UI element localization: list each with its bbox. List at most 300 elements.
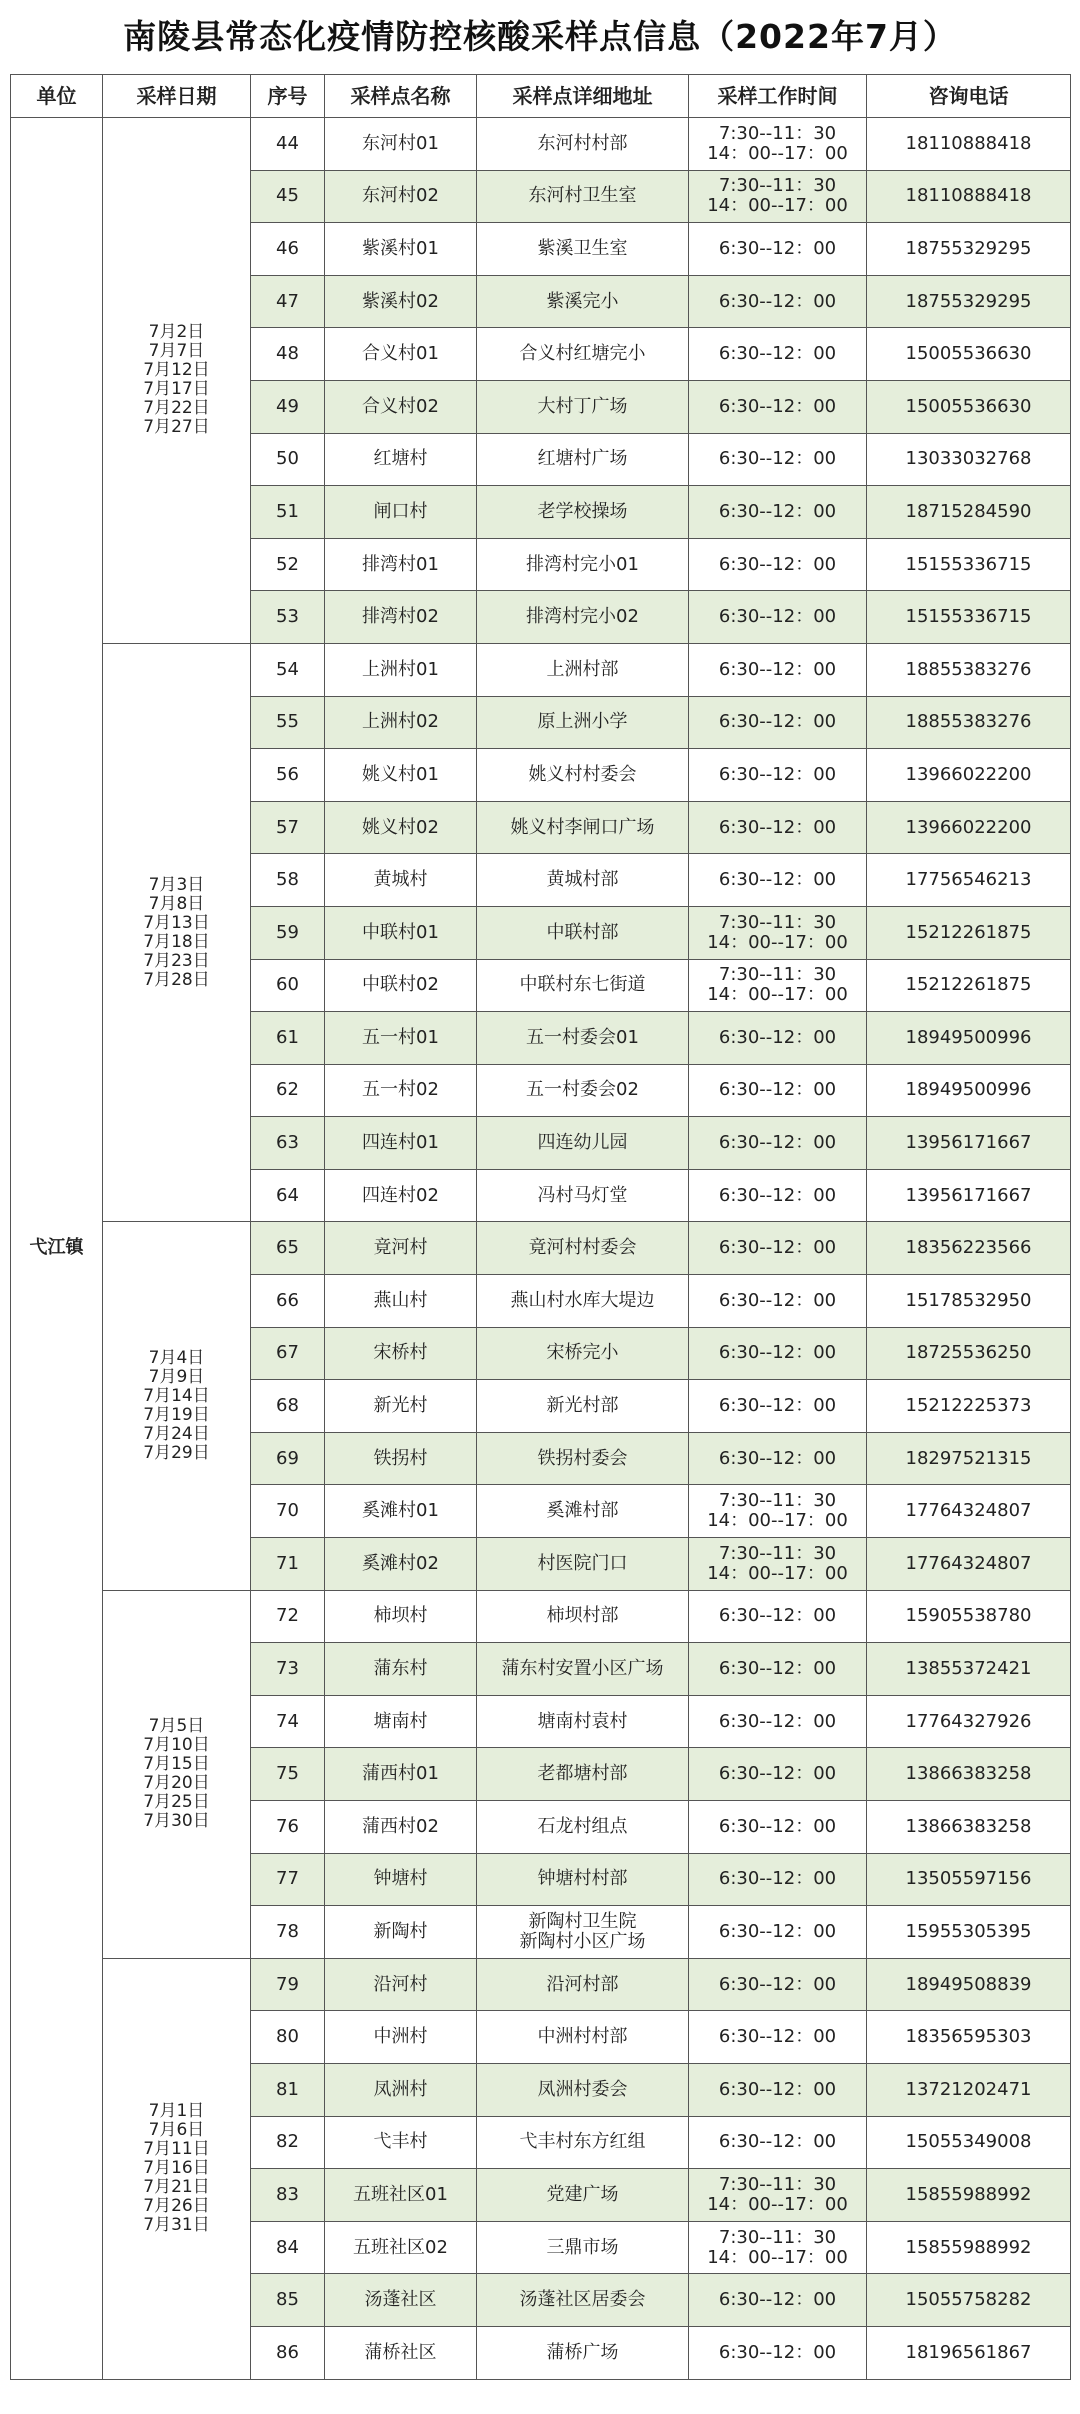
site-address-cell xyxy=(477,1801,689,1854)
working-hours-line: 6:30--12：00 xyxy=(718,1395,837,1417)
phone-cell: 17764324807 xyxy=(867,1538,1071,1591)
sampling-date: 7月12日 xyxy=(143,360,210,381)
site-name-cell: 蒲东村 xyxy=(325,1643,477,1696)
phone-cell: 18196561867 xyxy=(867,2326,1071,2379)
site-address-cell xyxy=(477,223,689,276)
site-name-cell: 奚滩村02 xyxy=(325,1538,477,1591)
site-name-cell: 新陶村 xyxy=(325,1906,477,1959)
working-hours-line: 6:30--12：00 xyxy=(718,237,837,259)
working-hours-cell xyxy=(689,1275,867,1328)
serial-number-cell: 68 xyxy=(251,1380,325,1433)
working-hours-cell xyxy=(689,643,867,696)
address-line: 钟塘村村部 xyxy=(537,1868,628,1890)
phone-cell: 15055349008 xyxy=(867,2116,1071,2169)
site-name-cell: 奚滩村01 xyxy=(325,1485,477,1538)
address-line: 冯村马灯堂 xyxy=(537,1184,628,1206)
working-hours-line: 6:30--12：00 xyxy=(718,1658,837,1680)
working-hours-line: 6:30--12：00 xyxy=(718,1973,837,1995)
address-line: 四连幼儿园 xyxy=(537,1132,628,1154)
address-line: 石龙村组点 xyxy=(537,1815,628,1837)
phone-cell: 15155336715 xyxy=(867,538,1071,591)
site-address-cell xyxy=(477,1643,689,1696)
serial-number-cell: 72 xyxy=(251,1590,325,1643)
phone-cell: 18949500996 xyxy=(867,1064,1071,1117)
site-name-cell: 铁拐村 xyxy=(325,1432,477,1485)
serial-number-cell: 78 xyxy=(251,1906,325,1959)
serial-number-cell: 76 xyxy=(251,1801,325,1854)
sampling-date: 7月5日 xyxy=(148,1716,205,1737)
serial-number-cell: 53 xyxy=(251,591,325,644)
site-name-cell: 五一村02 xyxy=(325,1064,477,1117)
site-name-cell: 合义村01 xyxy=(325,328,477,381)
working-hours-cell xyxy=(689,1748,867,1801)
working-hours-cell xyxy=(689,1538,867,1591)
working-hours-line: 6:30--12：00 xyxy=(718,2131,837,2153)
sampling-date: 7月18日 xyxy=(143,931,210,952)
working-hours-line: 6:30--12：00 xyxy=(718,2026,837,2048)
site-address-cell xyxy=(477,2221,689,2274)
working-hours-cell xyxy=(689,486,867,539)
address-line: 奚滩村部 xyxy=(546,1500,619,1522)
site-name-cell: 蒲桥社区 xyxy=(325,2326,477,2379)
serial-number-cell: 75 xyxy=(251,1748,325,1801)
serial-number-cell: 69 xyxy=(251,1432,325,1485)
working-hours-line: 6:30--12：00 xyxy=(718,1868,837,1890)
working-hours-line: 7:30--11：30 xyxy=(718,1490,837,1512)
serial-number-cell: 71 xyxy=(251,1538,325,1591)
site-address-cell xyxy=(477,749,689,802)
header-site-address: 采样点详细地址 xyxy=(477,75,689,118)
sampling-date: 7月14日 xyxy=(143,1386,210,1407)
sampling-date: 7月31日 xyxy=(143,2215,210,2236)
header-site-name: 采样点名称 xyxy=(325,75,477,118)
phone-cell: 13505597156 xyxy=(867,1853,1071,1906)
address-line: 姚义村村委会 xyxy=(528,763,637,785)
working-hours-line: 6:30--12：00 xyxy=(718,763,837,785)
sampling-date: 7月7日 xyxy=(148,341,205,362)
address-line: 原上洲小学 xyxy=(537,711,628,733)
address-line: 东河村村部 xyxy=(537,132,628,154)
address-line: 凤洲村委会 xyxy=(537,2078,628,2100)
working-hours-line: 7:30--11：30 xyxy=(718,122,837,144)
sampling-date: 7月6日 xyxy=(148,2120,205,2141)
site-name-cell: 中联村02 xyxy=(325,959,477,1012)
working-hours-line: 6:30--12：00 xyxy=(718,1132,837,1154)
site-name-cell: 宋桥村 xyxy=(325,1327,477,1380)
phone-cell: 15155336715 xyxy=(867,591,1071,644)
site-name-cell: 五班社区02 xyxy=(325,2221,477,2274)
working-hours-cell xyxy=(689,906,867,959)
serial-number-cell: 44 xyxy=(251,118,325,171)
address-line: 五一村委会01 xyxy=(526,1026,639,1048)
phone-cell: 13721202471 xyxy=(867,2063,1071,2116)
working-hours-cell xyxy=(689,170,867,223)
table-row xyxy=(11,118,1071,171)
serial-number-cell: 64 xyxy=(251,1169,325,1222)
working-hours-cell xyxy=(689,1327,867,1380)
site-address-cell xyxy=(477,1958,689,2011)
working-hours-line: 14：00--17：00 xyxy=(707,2246,848,2268)
sampling-date: 7月24日 xyxy=(143,1424,210,1445)
unit-cell: 弋江镇 xyxy=(11,118,103,2380)
working-hours-line: 6:30--12：00 xyxy=(718,553,837,575)
working-hours-cell xyxy=(689,538,867,591)
working-hours-cell xyxy=(689,328,867,381)
working-hours-line: 6:30--12：00 xyxy=(718,816,837,838)
sampling-dates-cell xyxy=(103,118,251,644)
phone-cell: 15005536630 xyxy=(867,328,1071,381)
site-address-cell xyxy=(477,1590,689,1643)
working-hours-line: 14：00--17：00 xyxy=(707,195,848,217)
site-name-cell: 合义村02 xyxy=(325,380,477,433)
serial-number-cell: 47 xyxy=(251,275,325,328)
working-hours-line: 14：00--17：00 xyxy=(707,2193,848,2215)
site-address-cell xyxy=(477,959,689,1012)
phone-cell: 15005536630 xyxy=(867,380,1071,433)
working-hours-cell xyxy=(689,2011,867,2064)
site-address-cell xyxy=(477,854,689,907)
serial-number-cell: 48 xyxy=(251,328,325,381)
working-hours-line: 6:30--12：00 xyxy=(718,1920,837,1942)
serial-number-cell: 60 xyxy=(251,959,325,1012)
serial-number-cell: 65 xyxy=(251,1222,325,1275)
phone-cell: 17764324807 xyxy=(867,1485,1071,1538)
working-hours-cell xyxy=(689,1380,867,1433)
serial-number-cell: 74 xyxy=(251,1695,325,1748)
phone-cell: 13956171667 xyxy=(867,1169,1071,1222)
address-line: 沿河村部 xyxy=(546,1973,619,1995)
working-hours-line: 6:30--12：00 xyxy=(718,2289,837,2311)
serial-number-cell: 83 xyxy=(251,2169,325,2222)
sampling-date: 7月10日 xyxy=(143,1735,210,1756)
site-name-cell: 姚义村02 xyxy=(325,801,477,854)
sampling-dates-cell xyxy=(103,1222,251,1590)
site-address-cell xyxy=(477,2169,689,2222)
site-name-cell: 五班社区01 xyxy=(325,2169,477,2222)
address-line: 村医院门口 xyxy=(537,1552,628,1574)
serial-number-cell: 54 xyxy=(251,643,325,696)
serial-number-cell: 58 xyxy=(251,854,325,907)
site-name-cell: 东河村01 xyxy=(325,118,477,171)
serial-number-cell: 62 xyxy=(251,1064,325,1117)
serial-number-cell: 52 xyxy=(251,538,325,591)
address-line: 竟河村村委会 xyxy=(528,1237,637,1259)
address-line: 新陶村小区广场 xyxy=(519,1930,646,1952)
phone-cell: 15855988992 xyxy=(867,2169,1071,2222)
site-address-cell xyxy=(477,696,689,749)
site-address-cell xyxy=(477,2011,689,2064)
phone-cell: 18356223566 xyxy=(867,1222,1071,1275)
sampling-date: 7月9日 xyxy=(148,1367,205,1388)
site-address-cell xyxy=(477,1222,689,1275)
address-line: 五一村委会02 xyxy=(526,1079,639,1101)
phone-cell: 18855383276 xyxy=(867,643,1071,696)
address-line: 柿坝村部 xyxy=(546,1605,619,1627)
working-hours-cell xyxy=(689,2221,867,2274)
phone-cell: 15955305395 xyxy=(867,1906,1071,1959)
site-name-cell: 姚义村01 xyxy=(325,749,477,802)
serial-number-cell: 59 xyxy=(251,906,325,959)
site-name-cell: 凤洲村 xyxy=(325,2063,477,2116)
working-hours-line: 6:30--12：00 xyxy=(718,1447,837,1469)
phone-cell: 15178532950 xyxy=(867,1275,1071,1328)
working-hours-line: 6:30--12：00 xyxy=(718,2078,837,2100)
working-hours-line: 6:30--12：00 xyxy=(718,1079,837,1101)
phone-cell: 13033032768 xyxy=(867,433,1071,486)
sampling-date: 7月21日 xyxy=(143,2177,210,2198)
table-row xyxy=(11,1222,1071,1275)
phone-cell: 18949508839 xyxy=(867,1958,1071,2011)
site-address-cell xyxy=(477,643,689,696)
working-hours-cell xyxy=(689,380,867,433)
working-hours-line: 6:30--12：00 xyxy=(718,1710,837,1732)
serial-number-cell: 56 xyxy=(251,749,325,802)
table-body xyxy=(11,118,1071,2380)
working-hours-line: 6:30--12：00 xyxy=(718,395,837,417)
phone-cell: 18110888418 xyxy=(867,170,1071,223)
site-name-cell: 新光村 xyxy=(325,1380,477,1433)
site-address-cell xyxy=(477,275,689,328)
working-hours-line: 6:30--12：00 xyxy=(718,1763,837,1785)
working-hours-cell xyxy=(689,2274,867,2327)
site-name-cell: 黄城村 xyxy=(325,854,477,907)
working-hours-line: 6:30--12：00 xyxy=(718,658,837,680)
working-hours-cell xyxy=(689,275,867,328)
site-address-cell xyxy=(477,1485,689,1538)
address-line: 塘南村袁村 xyxy=(537,1710,628,1732)
address-line: 大村丁广场 xyxy=(537,395,628,417)
phone-cell: 18715284590 xyxy=(867,486,1071,539)
site-address-cell xyxy=(477,1117,689,1170)
sampling-date: 7月29日 xyxy=(143,1443,210,1464)
address-line: 弋丰村东方红组 xyxy=(519,2131,646,2153)
working-hours-cell xyxy=(689,433,867,486)
phone-cell: 18110888418 xyxy=(867,118,1071,171)
working-hours-cell xyxy=(689,854,867,907)
serial-number-cell: 49 xyxy=(251,380,325,433)
serial-number-cell: 84 xyxy=(251,2221,325,2274)
working-hours-cell xyxy=(689,1958,867,2011)
header-serial-number: 序号 xyxy=(251,75,325,118)
site-name-cell: 紫溪村01 xyxy=(325,223,477,276)
site-address-cell xyxy=(477,1432,689,1485)
working-hours-line: 6:30--12：00 xyxy=(718,500,837,522)
working-hours-line: 6:30--12：00 xyxy=(718,343,837,365)
site-address-cell xyxy=(477,2326,689,2379)
address-line: 排湾村完小01 xyxy=(526,553,639,575)
address-line: 蒲东村安置小区广场 xyxy=(501,1658,664,1680)
address-line: 宋桥完小 xyxy=(546,1342,619,1364)
serial-number-cell: 82 xyxy=(251,2116,325,2169)
address-line: 排湾村完小02 xyxy=(526,606,639,628)
sampling-dates-cell xyxy=(103,643,251,1222)
working-hours-line: 6:30--12：00 xyxy=(718,1026,837,1048)
working-hours-cell xyxy=(689,223,867,276)
serial-number-cell: 46 xyxy=(251,223,325,276)
working-hours-line: 6:30--12：00 xyxy=(718,1237,837,1259)
sampling-date: 7月8日 xyxy=(148,893,205,914)
working-hours-line: 6:30--12：00 xyxy=(718,606,837,628)
working-hours-cell xyxy=(689,1485,867,1538)
address-line: 老学校操场 xyxy=(537,500,628,522)
address-line: 东河村卫生室 xyxy=(528,185,637,207)
site-address-cell xyxy=(477,380,689,433)
working-hours-cell xyxy=(689,1643,867,1696)
phone-cell: 13956171667 xyxy=(867,1117,1071,1170)
address-line: 铁拐村委会 xyxy=(537,1447,628,1469)
site-address-cell xyxy=(477,1012,689,1065)
site-address-cell xyxy=(477,2116,689,2169)
address-line: 蒲桥广场 xyxy=(546,2341,619,2363)
sampling-date: 7月15日 xyxy=(143,1754,210,1775)
serial-number-cell: 77 xyxy=(251,1853,325,1906)
table-row xyxy=(11,1590,1071,1643)
address-line: 红塘村广场 xyxy=(537,448,628,470)
serial-number-cell: 80 xyxy=(251,2011,325,2064)
site-address-cell xyxy=(477,1853,689,1906)
address-line: 党建广场 xyxy=(546,2183,619,2205)
serial-number-cell: 63 xyxy=(251,1117,325,1170)
working-hours-cell xyxy=(689,1853,867,1906)
sampling-date: 7月16日 xyxy=(143,2158,210,2179)
serial-number-cell: 66 xyxy=(251,1275,325,1328)
working-hours-line: 6:30--12：00 xyxy=(718,1289,837,1311)
working-hours-line: 6:30--12：00 xyxy=(718,1605,837,1627)
site-name-cell: 排湾村01 xyxy=(325,538,477,591)
phone-cell: 13866383258 xyxy=(867,1748,1071,1801)
working-hours-cell xyxy=(689,2169,867,2222)
phone-cell: 15212261875 xyxy=(867,906,1071,959)
site-address-cell xyxy=(477,538,689,591)
working-hours-line: 6:30--12：00 xyxy=(718,1815,837,1837)
site-name-cell: 红塘村 xyxy=(325,433,477,486)
serial-number-cell: 67 xyxy=(251,1327,325,1380)
sampling-date: 7月4日 xyxy=(148,1348,205,1369)
working-hours-cell xyxy=(689,1906,867,1959)
working-hours-cell xyxy=(689,1222,867,1275)
site-name-cell: 中联村01 xyxy=(325,906,477,959)
site-address-cell xyxy=(477,1380,689,1433)
address-line: 上洲村部 xyxy=(546,658,619,680)
site-name-cell: 汤蓬社区 xyxy=(325,2274,477,2327)
phone-cell: 18356595303 xyxy=(867,2011,1071,2064)
address-line: 姚义村李闸口广场 xyxy=(510,816,655,838)
working-hours-cell xyxy=(689,801,867,854)
site-name-cell: 蒲西村02 xyxy=(325,1801,477,1854)
site-address-cell xyxy=(477,118,689,171)
site-name-cell: 四连村02 xyxy=(325,1169,477,1222)
site-address-cell xyxy=(477,1169,689,1222)
working-hours-line: 14：00--17：00 xyxy=(707,984,848,1006)
sampling-date: 7月22日 xyxy=(143,398,210,419)
working-hours-cell xyxy=(689,1432,867,1485)
site-name-cell: 沿河村 xyxy=(325,1958,477,2011)
address-line: 新陶村卫生院 xyxy=(528,1910,637,1932)
page-title: 南陵县常态化疫情防控核酸采样点信息（2022年7月） xyxy=(123,17,957,56)
serial-number-cell: 79 xyxy=(251,1958,325,2011)
site-name-cell: 排湾村02 xyxy=(325,591,477,644)
site-address-cell xyxy=(477,1748,689,1801)
sampling-date: 7月25日 xyxy=(143,1792,210,1813)
working-hours-line: 6:30--12：00 xyxy=(718,1342,837,1364)
site-name-cell: 弋丰村 xyxy=(325,2116,477,2169)
working-hours-cell xyxy=(689,1012,867,1065)
address-line: 中联村部 xyxy=(546,921,619,943)
site-address-cell xyxy=(477,1327,689,1380)
site-name-cell: 四连村01 xyxy=(325,1117,477,1170)
site-address-cell xyxy=(477,170,689,223)
sampling-dates-cell xyxy=(103,1590,251,1958)
phone-cell: 15855988992 xyxy=(867,2221,1071,2274)
sampling-date: 7月19日 xyxy=(143,1405,210,1426)
site-address-cell xyxy=(477,591,689,644)
sampling-sites-table xyxy=(10,74,1071,2380)
phone-cell: 18949500996 xyxy=(867,1012,1071,1065)
phone-cell: 15212261875 xyxy=(867,959,1071,1012)
phone-cell: 18297521315 xyxy=(867,1432,1071,1485)
header-phone: 咨询电话 xyxy=(867,75,1071,118)
sampling-date: 7月2日 xyxy=(148,322,205,343)
phone-cell: 13966022200 xyxy=(867,801,1071,854)
serial-number-cell: 85 xyxy=(251,2274,325,2327)
serial-number-cell: 50 xyxy=(251,433,325,486)
working-hours-cell xyxy=(689,591,867,644)
site-name-cell: 柿坝村 xyxy=(325,1590,477,1643)
address-line: 紫溪完小 xyxy=(546,290,619,312)
sampling-date: 7月3日 xyxy=(148,874,205,895)
serial-number-cell: 51 xyxy=(251,486,325,539)
working-hours-cell xyxy=(689,1064,867,1117)
sampling-date: 7月20日 xyxy=(143,1773,210,1794)
working-hours-line: 7:30--11：30 xyxy=(718,2226,837,2248)
sampling-date: 7月17日 xyxy=(143,379,210,400)
address-line: 中洲村村部 xyxy=(537,2026,628,2048)
phone-cell: 18855383276 xyxy=(867,696,1071,749)
sampling-date: 7月28日 xyxy=(143,969,210,990)
working-hours-line: 7:30--11：30 xyxy=(718,2173,837,2195)
site-address-cell xyxy=(477,801,689,854)
phone-cell: 13855372421 xyxy=(867,1643,1071,1696)
sampling-date: 7月11日 xyxy=(143,2139,210,2160)
site-address-cell xyxy=(477,328,689,381)
working-hours-cell xyxy=(689,696,867,749)
working-hours-cell xyxy=(689,1169,867,1222)
sampling-date: 7月30日 xyxy=(143,1811,210,1832)
phone-cell: 13866383258 xyxy=(867,1801,1071,1854)
working-hours-line: 6:30--12：00 xyxy=(718,290,837,312)
site-name-cell: 蒲西村01 xyxy=(325,1748,477,1801)
serial-number-cell: 86 xyxy=(251,2326,325,2379)
site-name-cell: 东河村02 xyxy=(325,170,477,223)
working-hours-line: 6:30--12：00 xyxy=(718,869,837,891)
site-address-cell xyxy=(477,2274,689,2327)
site-address-cell xyxy=(477,1906,689,1959)
phone-cell: 15055758282 xyxy=(867,2274,1071,2327)
serial-number-cell: 57 xyxy=(251,801,325,854)
working-hours-cell xyxy=(689,1590,867,1643)
phone-cell: 17756546213 xyxy=(867,854,1071,907)
working-hours-cell xyxy=(689,2063,867,2116)
phone-cell: 18755329295 xyxy=(867,223,1071,276)
phone-cell: 15905538780 xyxy=(867,1590,1071,1643)
address-line: 中联村东七街道 xyxy=(519,974,646,996)
working-hours-cell xyxy=(689,1801,867,1854)
address-line: 三鼎市场 xyxy=(546,2236,619,2258)
serial-number-cell: 70 xyxy=(251,1485,325,1538)
site-name-cell: 五一村01 xyxy=(325,1012,477,1065)
site-name-cell: 紫溪村02 xyxy=(325,275,477,328)
sampling-date: 7月27日 xyxy=(143,417,210,438)
